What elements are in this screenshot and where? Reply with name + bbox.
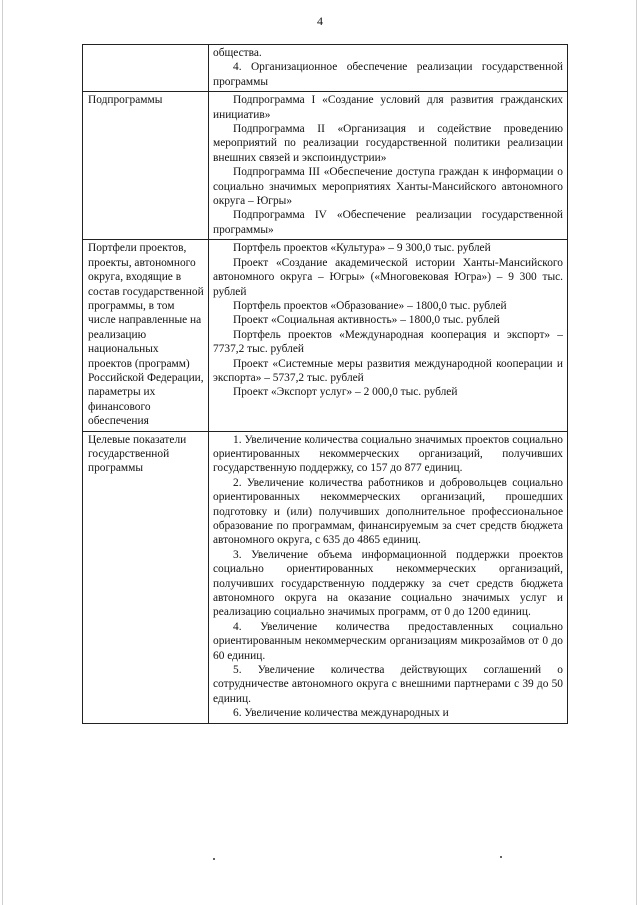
scan-edge-left (2, 0, 3, 905)
content-paragraph: Проект «Социальная активность» – 1800,0 тыс. рублей (233, 314, 500, 327)
row-content (209, 240, 568, 431)
row-label: Подпрограммы (83, 92, 209, 240)
row-content (209, 92, 568, 240)
content-paragraph: Портфель проектов «Международная кооперация и экспорт» – 7737,2 тыс. рублей (213, 328, 563, 356)
content-paragraph: Подпрограмма II «Организация и содействие проведению мероприятий по реализации государственной политики реализации внешних связей и экспоиндустрии» (213, 123, 563, 164)
row-label: Портфели проектов, проекты, автономного округа, входящие в состав государственной программы, в том числе направленные на реализацию национальных проектов (программ) Российской Федерации, параметры их финансового обеспечения (83, 240, 209, 431)
content-paragraph: 1. Увеличение количества социально значимых проектов социально ориентированных некоммерческих организаций, получивших государственную поддержку, со 157 до 877 единиц. (213, 433, 563, 475)
row-content (209, 431, 568, 723)
scan-speck (500, 856, 502, 858)
scan-edge-right (636, 0, 637, 905)
content-paragraph: 3. Увеличение объема информационной поддержки проектов социально ориентированных некоммерческих организаций, получивших государственную поддержку за счет средств бюджета автономного округа на оказание социально значимых услуг и реализацию социально значимых программ, от 0 до 1200 единиц. (213, 548, 563, 619)
content-paragraph: 4. Увеличение количества предоставленных социально ориентированным некоммерческим организациям микрозаймов от 0 до 60 единиц. (213, 620, 563, 662)
page-number: 4 (317, 14, 323, 28)
content-paragraph: Подпрограмма IV «Обеспечение реализации государственной программы» (213, 209, 563, 236)
content-paragraph: 2. Увеличение количества работников и добровольцев социально ориентированных некоммерческих организаций, прошедших подготовку и (или) получивших дополнительное профессиональное образование по программам, финансируемым за счет средств бюджета автономного округа, с 635 до 4865 единиц. (213, 476, 563, 547)
table-row-subprograms (83, 92, 568, 240)
table-row-continuation (83, 45, 568, 92)
content-paragraph: Проект «Создание академической истории Ханты-Мансийского автономного округа – Югры» («Многовековая Югра») – 9 300 тыс. рублей (213, 256, 563, 298)
content-paragraph: общества. (213, 47, 262, 59)
content-paragraph: Проект «Системные меры развития международной кооперации и экспорта» – 5737,2 тыс. рублей (213, 357, 563, 384)
row-label (83, 45, 209, 92)
table-row-target-indicators (83, 431, 568, 723)
row-content (209, 45, 568, 92)
table-row-project-portfolios (83, 240, 568, 431)
content-paragraph: 4. Организационное обеспечение реализации государственной программы (213, 61, 563, 88)
content-paragraph: Портфель проектов «Культура» – 9 300,0 тыс. рублей (233, 242, 491, 255)
program-passport-table (82, 44, 568, 724)
content-paragraph: Проект «Экспорт услуг» – 2 000,0 тыс. рублей (233, 386, 458, 399)
row-label: Целевые показатели государственной программы (83, 431, 209, 723)
content-paragraph: Подпрограмма III «Обеспечение доступа граждан к информации о социально значимых мероприятиях Ханты-Мансийского автономного округа – Югры» (213, 166, 563, 208)
content-paragraph: Подпрограмма I «Создание условий для развития гражданских инициатив» (213, 94, 563, 121)
content-paragraph: Портфель проектов «Образование» – 1800,0 тыс. рублей (233, 299, 507, 312)
content-paragraph: 6. Увеличение количества международных и (233, 707, 449, 720)
scan-speck (213, 858, 215, 860)
content-paragraph: 5. Увеличение количества действующих соглашений о сотрудничестве автономного округа с внешними партнерами с 39 до 50 единиц. (213, 664, 563, 705)
